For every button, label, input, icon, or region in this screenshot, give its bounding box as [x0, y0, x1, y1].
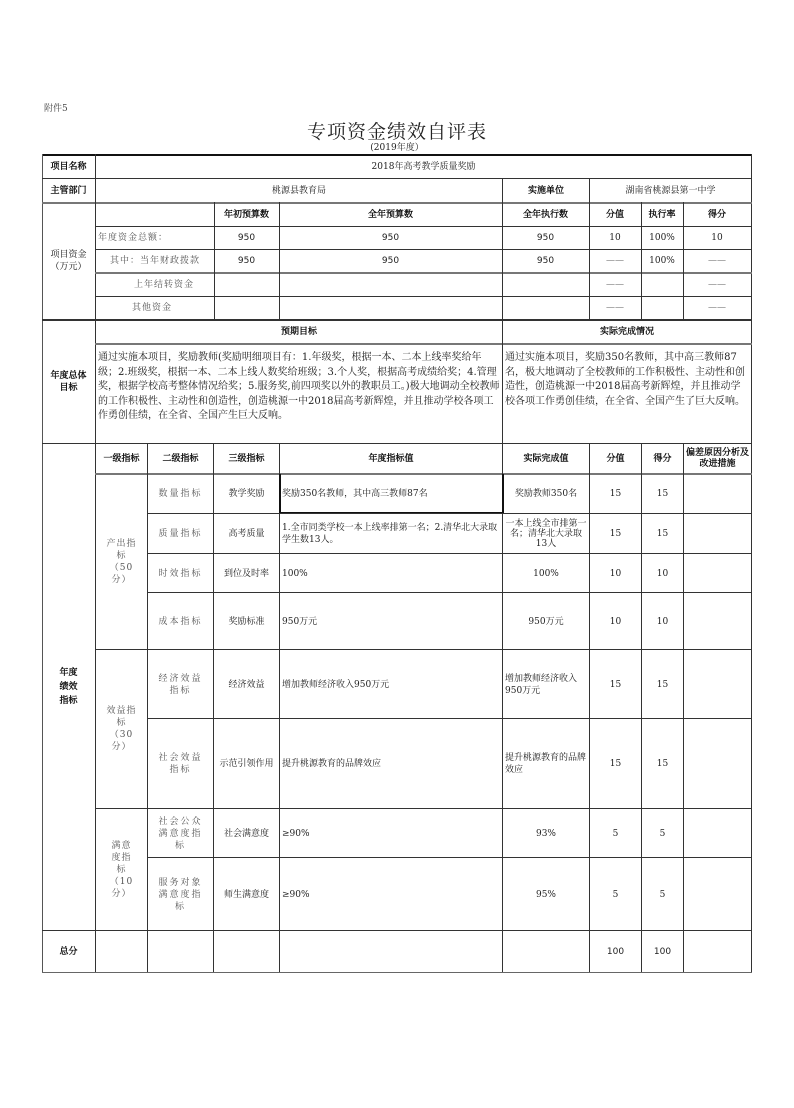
actual-goal-header: 实际完成情况: [599, 327, 654, 337]
ind-header-actual: 实际完成值: [523, 453, 569, 464]
ind-header-level2: 二级指标: [162, 453, 199, 464]
ind-header-score-value: 分值: [606, 453, 625, 464]
ind-header-level1: 一级指标: [103, 453, 140, 464]
funds-row-score-value: ——: [606, 280, 624, 290]
total-label: 总分: [59, 946, 78, 957]
indicator-score-value: 5: [612, 828, 619, 839]
indicator-actual: 950万元: [528, 616, 564, 627]
funds-row-initial: 950: [237, 256, 256, 266]
indicator-deviation: [684, 651, 751, 718]
indicator-actual: 100%: [533, 568, 559, 579]
indicator-actual: 奖励教师350名: [514, 489, 578, 499]
indicator-score: 5: [659, 828, 666, 839]
funds-row-rate: 100%: [649, 256, 675, 266]
indicator-level3: 教学奖励: [228, 489, 265, 499]
indicator-target: 100%: [282, 568, 308, 579]
indicator-score-value: 5: [612, 889, 619, 900]
funds-row-annual: 950: [381, 256, 400, 266]
indicator-level3: 师生满意度: [223, 889, 269, 900]
funds-row-score-value: ——: [606, 256, 624, 266]
indicator-target: ≥90%: [282, 889, 310, 900]
indicator-deviation: [684, 810, 751, 857]
indicator-score-value: 10: [609, 616, 622, 627]
indicator-level3: 社会满意度: [223, 828, 269, 839]
indicator-actual: 一本上线全市排第一名；清华北大录取13人: [505, 519, 587, 549]
indicator-score-value: 10: [609, 568, 622, 579]
indicator-target: ≥90%: [282, 828, 310, 839]
funds-row-label: 其他资金: [132, 303, 173, 313]
funds-row-initial: [214, 274, 279, 296]
funds-row-label: 上年结转资金: [134, 280, 195, 290]
indicator-level2: 社会公众满意度指标: [158, 816, 203, 851]
indicator-score: 15: [656, 679, 669, 690]
funds-row-score-value: ——: [606, 303, 624, 313]
indicator-deviation: [684, 720, 751, 808]
impl-value: 湖南省桃源县第一中学: [625, 185, 716, 196]
expected-goal-text: 通过实施本项目，奖励教师(奖励明细项目有：1.年级奖，根据一本、二本上线率奖给年级；2.班级奖，根据一本、二本上线人数奖给班级；3.个人奖，根据高考成绩给奖；4.管理奖，根据学校高考整体情况给奖；5.服务奖,前四项奖以外的教职员工。)极大地调动全校教师的工作积极性、主动性和创造性，创造桃源一中2018届高考新辉煌，并且推动学校各项工作勇创佳绩，在全省、全国产生巨大反响。: [98, 352, 500, 421]
indicator-target: 提升桃源教育的品牌效应: [282, 759, 382, 769]
indicator-actual: 提升桃源教育的品牌效应: [505, 753, 587, 775]
indicator-level2: 时效指标: [158, 568, 203, 579]
indicator-level3: 高考质量: [228, 529, 265, 539]
funds-header-rate: 执行率: [648, 209, 676, 220]
funds-row-score: 10: [711, 233, 723, 243]
funds-row-initial: 950: [237, 233, 256, 243]
indicator-level2: 质量指标: [158, 529, 203, 539]
funds-header-annual: 全年预算数: [367, 209, 413, 220]
funds-header-initial: 年初预算数: [223, 209, 269, 220]
indicator-deviation: [684, 859, 751, 930]
dept-label: 主管部门: [50, 185, 87, 196]
ind-header-level3: 三级指标: [228, 453, 265, 464]
indicator-target: 950万元: [282, 616, 318, 627]
funds-header-score-value: 分值: [605, 209, 624, 220]
indicator-level3: 示范引领作用: [219, 759, 274, 769]
indicator-actual: 增加教师经济收入950万元: [505, 673, 578, 696]
indicator-target: 增加教师经济收入950万元: [282, 679, 390, 690]
funds-row-label: 年度资金总额：: [98, 233, 169, 243]
funds-row-rate: [641, 274, 683, 296]
funds-row-label: 其中：当年财政拨款: [110, 256, 201, 266]
project-name-label: 项目名称: [50, 161, 87, 172]
indicator-score: 15: [656, 529, 669, 539]
funds-row-executed: [502, 274, 589, 296]
indicator-deviation: [684, 515, 751, 553]
indicator-score: 15: [656, 759, 669, 769]
indicator-target: 奖励350名教师，其中高三教师87名: [282, 489, 428, 499]
funds-row-score-value: 10: [609, 233, 621, 243]
ind-header-deviation: 偏差原因分析及改进措施: [686, 447, 750, 469]
indicator-score: 5: [659, 889, 666, 900]
indicator-deviation: [684, 475, 751, 513]
impl-label: 实施单位: [527, 185, 564, 196]
funds-row-score: ——: [708, 303, 726, 313]
funds-header-executed: 全年执行数: [522, 209, 568, 220]
indicator-score: 10: [656, 568, 669, 579]
funds-row-annual: [279, 297, 502, 319]
indicator-level2: 成本指标: [158, 616, 203, 627]
indicator-level2: 服务对象满意度指标: [158, 877, 203, 912]
funds-row-executed: 950: [536, 233, 555, 243]
goals-section-label: 年度总体目标: [50, 371, 87, 393]
actual-goal-text: 通过实施本项目，奖励350名教师，其中高三教师87名，极大地调动了全校教师的工作积极性、主动性和创造性，创造桃源一中2018届高考新辉煌，并且推动学校各项工作勇创佳绩，在全省、全国产生了巨大反响。: [505, 352, 745, 407]
indicator-deviation: [684, 594, 751, 649]
funds-row-annual: [279, 274, 502, 296]
funds-row-annual: 950: [381, 233, 400, 243]
indicator-score-value: 15: [609, 529, 622, 539]
indicator-target: 1.全市同类学校一本上线率排第一名；2.清华北大录取学生数13人。: [282, 523, 498, 545]
dept-value: 桃源县教育局: [271, 185, 326, 196]
indicator-score-value: 15: [609, 679, 622, 690]
ind-header-score: 得分: [653, 453, 672, 464]
funds-row-executed: 950: [536, 256, 555, 266]
page-title: 专项资金绩效自评表: [306, 121, 487, 143]
indicator-level2: 经济效益指标: [158, 673, 203, 696]
indicator-deviation: [684, 555, 751, 592]
indicator-score-value: 15: [609, 759, 622, 769]
funds-header-score: 得分: [707, 209, 726, 220]
level1-satisfaction: 满意度指标（10分）: [109, 840, 134, 899]
indicator-level3: 到位及时率: [223, 568, 269, 579]
indicator-level3: 奖励标准: [228, 616, 265, 627]
funds-row-executed: [502, 297, 589, 319]
indicator-level2: 数量指标: [158, 489, 203, 499]
funds-row-score: ——: [708, 256, 726, 266]
funds-row-score: ——: [708, 280, 726, 290]
ind-header-target: 年度指标值: [368, 453, 414, 464]
total-score: 100: [653, 946, 672, 957]
level1-benefit: 效益指标（30分）: [106, 706, 137, 752]
indicators-section-label: 年度绩效指标: [59, 668, 78, 706]
project-name-value: 2018年高考教学质量奖励: [371, 161, 476, 172]
indicator-level2: 社会效益指标: [158, 753, 203, 775]
indicator-actual: 93%: [535, 828, 556, 839]
total-score-value: 100: [606, 946, 625, 957]
indicator-score-value: 15: [609, 489, 622, 499]
funds-row-rate: 100%: [649, 233, 675, 243]
page-subtitle: (2019年度）: [370, 143, 424, 153]
funds-section-label: 项目资金（万元）: [50, 250, 87, 272]
level1-output: 产出指标（50分）: [106, 539, 137, 585]
funds-row-initial: [214, 297, 279, 319]
expected-goal-header: 预期目标: [280, 327, 317, 337]
indicator-level3: 经济效益: [228, 679, 265, 690]
funds-row-rate: [641, 297, 683, 319]
indicator-score: 15: [656, 489, 669, 499]
indicator-score: 10: [656, 616, 669, 627]
attachment-label: 附件5: [44, 104, 68, 114]
indicator-actual: 95%: [535, 889, 556, 900]
